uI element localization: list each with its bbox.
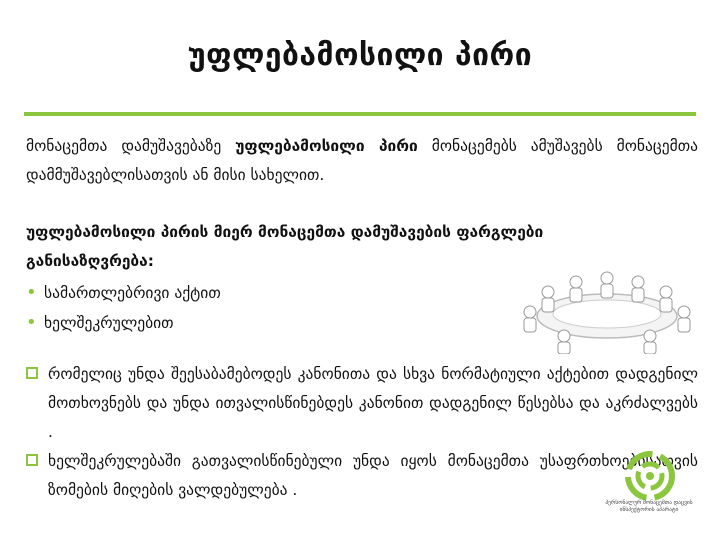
check-text: რომელიც უნდა შეესაბამებოდეს კანონითა და სხვა ნორმატიული აქტებით დადგენილ მოთხოვნებს და უნდა ითვალისწინებდეს კანონით დადგენილ წესებსა და აკრძალვებს .	[48, 365, 698, 441]
checklist	[26, 360, 698, 505]
list-item	[26, 360, 698, 447]
intro-bold-term: უფლებამოსილი პირი	[235, 137, 418, 155]
slide-title: უფლებამოსილი პირი	[187, 38, 533, 73]
bullet-list	[26, 278, 221, 338]
intro-prefix: მონაცემთა დამუშავებაზე	[26, 137, 236, 155]
bullet-text: სამართლებრივი აქტით	[44, 284, 221, 302]
intro-suffix: მონაცემებს ამუშავებს მონაცემთა დამმუშავებლისათვის ან მისი სახელით.	[26, 137, 698, 184]
checkbox-icon	[26, 367, 38, 379]
bullet-icon: •	[26, 282, 37, 303]
inspector-logo-icon	[602, 448, 698, 538]
list-item	[26, 447, 698, 505]
title-divider	[24, 112, 696, 116]
checkbox-icon	[26, 454, 38, 466]
list-item	[26, 278, 221, 308]
check-text: ხელშეკრულებაში გათვალისწინებული უნდა იყოს მონაცემთა უსაფრთხოებისათვის ზომების მიღების ვალდებულება .	[48, 452, 698, 499]
list-item	[26, 308, 221, 338]
bullet-icon: •	[26, 312, 37, 333]
scope-heading: უფლებამოსილი პირის მიერ მონაცემთა დამუშავების ფარგლები განისაზღვრება:	[26, 223, 544, 270]
meeting-table-illustration	[518, 246, 696, 354]
bullet-text: ხელშეკრულებით	[44, 314, 174, 332]
logo-caption: პერსონალურ მონაცემთა დაცვის ინსპექტორის აპარატი	[605, 500, 693, 513]
intro-paragraph	[26, 132, 698, 190]
